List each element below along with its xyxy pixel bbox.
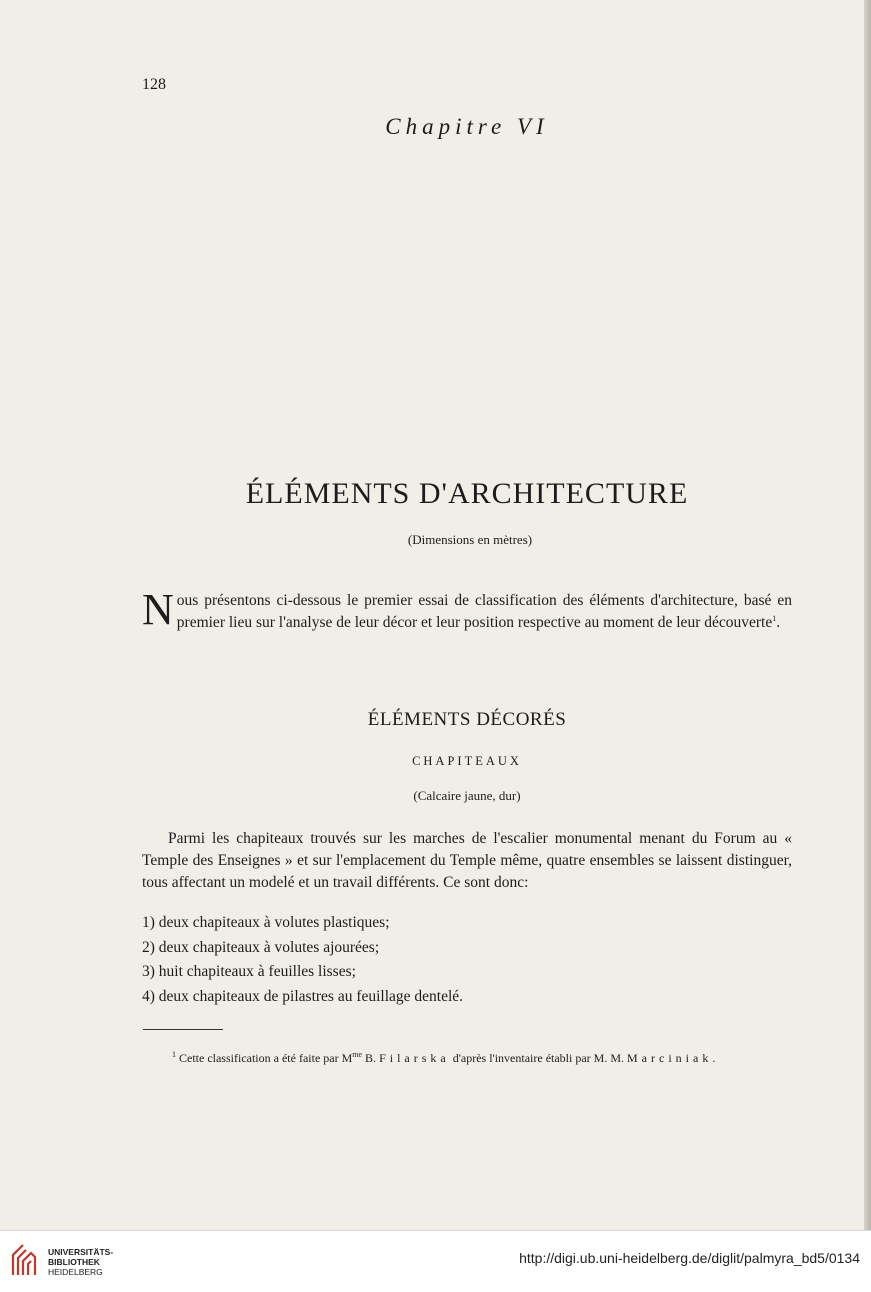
page-edge-shadow — [864, 0, 871, 1230]
intro-text: ous présentons ci-dessous le premier essai de classification des éléments d'architecture, basé en premier lieu sur l'analyse de leur décor et leur position respective au moment de leur découverte — [176, 592, 792, 631]
source-url-link[interactable]: http://digi.ub.uni-heidelberg.de/diglit/palmyra_bd5/0134 — [519, 1250, 860, 1266]
footnote-name-filarska: Filarska — [379, 1051, 450, 1065]
heidelberg-library-logo-icon[interactable] — [9, 1239, 39, 1279]
chapter-heading: Chapitre VI — [385, 114, 549, 139]
footnote-number: 1 — [172, 1050, 176, 1059]
footnote-text-b: B. — [362, 1051, 380, 1065]
drop-cap: N — [142, 585, 174, 634]
viewer-footer — [0, 1230, 871, 1292]
library-line-1: UNIVERSITÄTS- — [48, 1247, 114, 1257]
subsection-title: CHAPITEAUX — [412, 754, 522, 768]
footnote — [142, 1048, 793, 1068]
footnote-divider — [143, 1029, 223, 1030]
footnote-name-marciniak: Marciniak — [627, 1051, 713, 1065]
footnote-sup: me — [352, 1050, 363, 1059]
footnote-text-c: d'après l'inventaire établi par M. M. — [449, 1051, 628, 1065]
page-subtitle: (Dimensions en mètres) — [407, 532, 533, 547]
section-title: ÉLÉMENTS DÉCORÉS — [367, 709, 567, 730]
material-note: (Calcaire jaune, dur) — [413, 788, 521, 803]
list-item: 4) deux chapiteaux de pilastres au feuillage dentelé. — [142, 987, 464, 1005]
footnote-text-a: Cette classification a été faite par M — [179, 1051, 353, 1065]
library-line-2: BIBLIOTHEK — [48, 1257, 100, 1267]
list-item: 3) huit chapiteaux à feuilles lisses; — [142, 963, 356, 980]
capitals-list — [142, 911, 463, 1009]
list-item: 2) deux chapiteaux à volutes ajourées; — [142, 938, 380, 956]
list-item: 1) deux chapiteaux à volutes plastiques; — [142, 914, 390, 931]
library-name — [48, 1247, 113, 1277]
library-line-3: HEIDELBERG — [48, 1267, 103, 1277]
intro-paragraph — [142, 585, 792, 634]
footnote-ref: 1 — [772, 613, 777, 623]
intro-end: . — [776, 614, 781, 631]
page-title: ÉLÉMENTS D'ARCHITECTURE — [245, 477, 689, 510]
page-number: 128 — [142, 76, 166, 93]
footnote-end: . — [712, 1051, 716, 1065]
body-paragraph: Parmi les chapiteaux trouvés sur les marches de l'escalier monumental menant du Forum au « Temple des Enseignes » et sur l'emplacement du Temple même, quatre ensembles se laissent distinguer, tous affectant un modelé et un travail différents. Ce sont donc: — [142, 830, 792, 891]
